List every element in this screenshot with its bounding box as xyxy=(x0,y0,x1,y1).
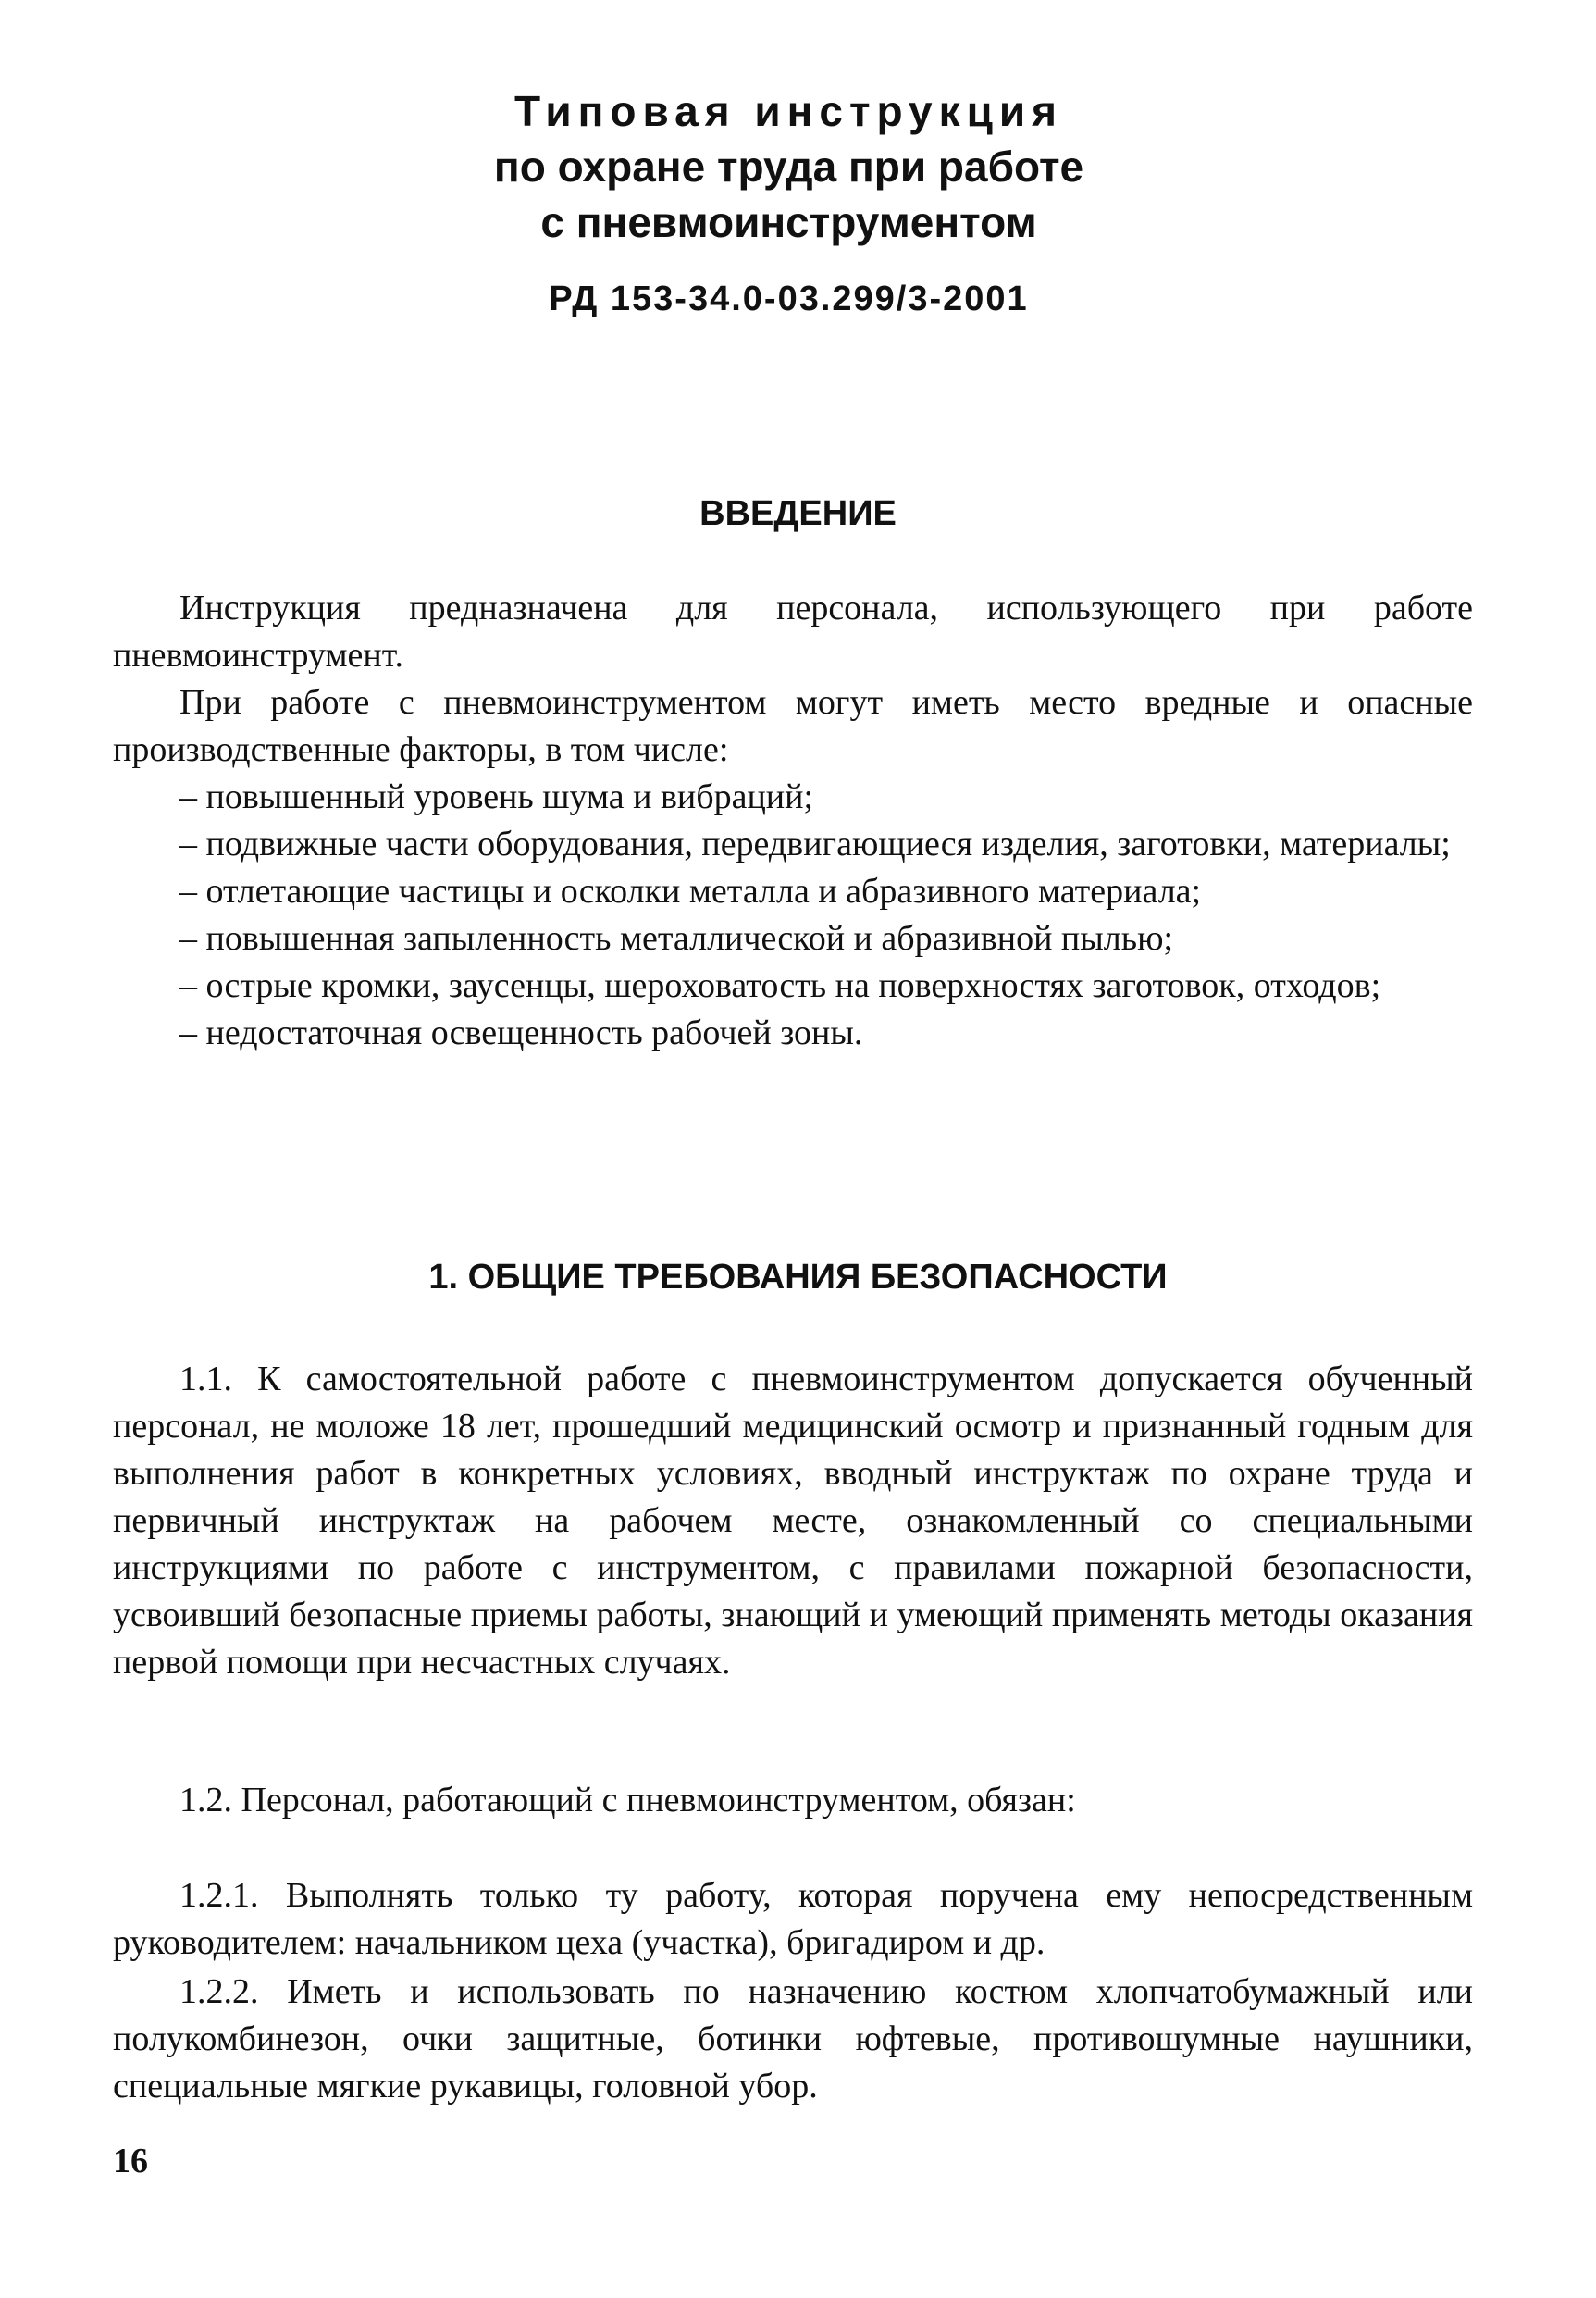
title-line-2: по охране труда при работе xyxy=(493,143,1084,191)
section-1-clause-1-2-1 xyxy=(113,1872,1473,1967)
hazard-item: – отлетающие частицы и осколки металла и абразивного материала; xyxy=(179,872,1202,911)
clause-paragraph xyxy=(113,1777,1473,1824)
section-1-clause-1-2-2 xyxy=(113,1969,1473,2110)
intro-body xyxy=(113,585,1473,1057)
section-1-clause-1-1 xyxy=(113,1356,1473,1686)
intro-heading: ВВЕДЕНИЕ xyxy=(699,494,897,533)
clause-text: Иметь и использовать по назначению костюм хлопчатобумажный или полукомбинезон, очки защитные, ботинки юфтевые, противошумные наушники, специальные мягкие рукавицы, головной убор. xyxy=(113,1972,1473,2105)
document-title xyxy=(0,83,1596,322)
clause-text: Выполнять только ту работу, которая поручена ему непосредственным руководителем: начальником цеха (участка), бригадиром и др. xyxy=(113,1876,1473,1962)
intro-paragraph-1: Инструкция предназначена для персонала, использующего при работе пневмоинструмент. xyxy=(113,589,1473,675)
clause-paragraph xyxy=(113,1356,1473,1686)
hazard-item: – недостаточная освещенность рабочей зоны. xyxy=(179,1013,863,1052)
hazard-item: – подвижные части оборудования, передвигающиеся изделия, заготовки, материалы; xyxy=(179,825,1451,863)
clause-number: 1.2.2. xyxy=(179,1972,259,2011)
section-1-clause-1-2 xyxy=(113,1777,1473,1824)
hazard-item: – повышенный уровень шума и вибраций; xyxy=(179,777,814,816)
clause-paragraph xyxy=(113,1969,1473,2110)
clause-text: К самостоятельной работе с пневмоинструментом допускается обученный персонал, не моложе 18 лет, прошедший медицинский осмотр и признанный годным для выполнения работ в конкретных условиях, вводный инструктаж по охране труда и первичный инструктаж на рабочем месте, ознакомленный со специальными инструкциями по работе с инструментом, с правилами пожарной безопасности, усвоивший безопасные приемы работы, знающий и умеющий применять методы оказания первой помощи при несчастных случаях. xyxy=(113,1360,1473,1682)
clause-number: 1.1. xyxy=(179,1360,232,1398)
section-1-heading: 1. ОБЩИЕ ТРЕБОВАНИЯ БЕЗОПАСНОСТИ xyxy=(428,1258,1168,1297)
document-code: РД 153-34.0-03.299/3-2001 xyxy=(549,279,1029,318)
clause-text: Персонал, работающий с пневмоинструментом, обязан: xyxy=(232,1781,1076,1820)
clause-paragraph xyxy=(113,1872,1473,1967)
intro-paragraph-2: При работе с пневмоинструментом могут иметь место вредные и опасные производственные факторы, в том числе: xyxy=(113,683,1473,769)
page-number: 16 xyxy=(113,2142,148,2180)
title-line-3: с пневмоинструментом xyxy=(540,198,1037,246)
hazard-item: – острые кромки, заусенцы, шероховатость на поверхностях заготовок, отходов; xyxy=(179,966,1381,1005)
hazard-item: – повышенная запыленность металлической и абразивной пылью; xyxy=(179,919,1174,958)
clause-number: 1.2. xyxy=(179,1781,232,1820)
clause-number: 1.2.1. xyxy=(179,1876,259,1915)
title-line-1: Типовая инструкция xyxy=(513,87,1064,135)
